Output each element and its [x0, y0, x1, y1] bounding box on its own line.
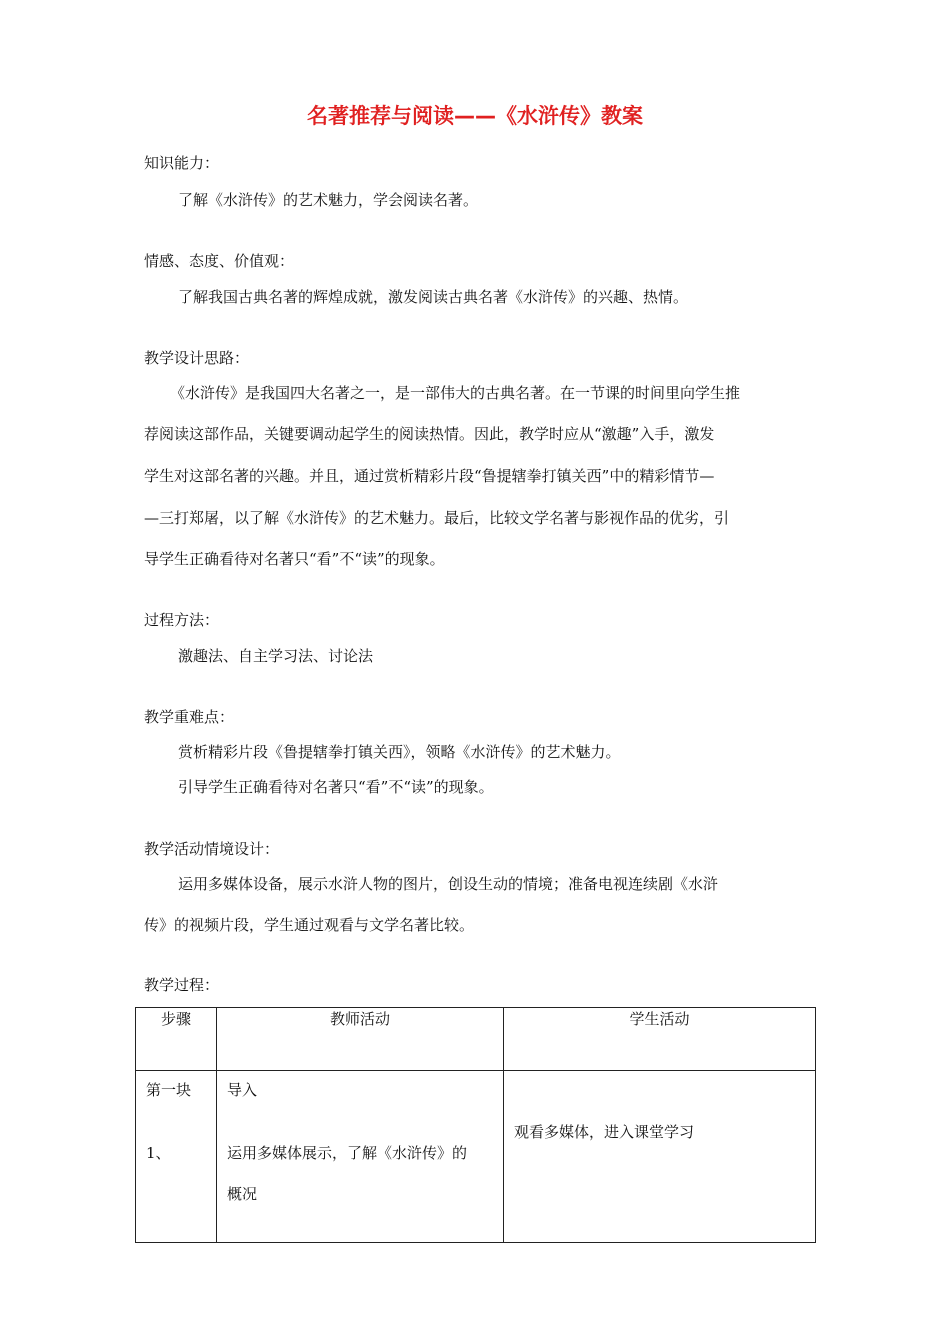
table-row [136, 1071, 816, 1243]
emotion-heading: 情感、态度、价值观： [144, 252, 295, 270]
design-line-2: 荐阅读这部作品，关键要调动起学生的阅读热情。因此，教学时应从“激趣”入手，激发 [144, 425, 715, 443]
teacher-activity-title: 导入 [227, 1081, 258, 1099]
design-line-5: 导学生正确看待对名著只“看”不“读”的现象。 [144, 550, 445, 568]
step-number: 1、 [146, 1144, 171, 1162]
keypoints-heading: 教学重难点： [144, 708, 235, 726]
emotion-text: 了解我国古典名著的辉煌成就，激发阅读古典名著《水浒传》的兴趣、热情。 [178, 288, 689, 306]
scenario-line-2: 传》的视频片段，学生通过观看与文学名著比较。 [144, 916, 475, 934]
method-text: 激趣法、自主学习法、讨论法 [178, 647, 374, 665]
header-teacher: 教师活动 [217, 1008, 504, 1071]
design-line-3: 学生对这部名著的兴趣。并且，通过赏析精彩片段“鲁提辖拳打镇关西”中的精彩情节— [144, 467, 715, 485]
teacher-activity-line: 概况 [227, 1185, 258, 1203]
method-heading: 过程方法： [144, 611, 220, 629]
document-title: 名著推荐与阅读——《水浒传》教案 [307, 104, 643, 128]
knowledge-heading: 知识能力： [144, 154, 220, 172]
header-step: 步骤 [136, 1008, 217, 1071]
scenario-line-1: 运用多媒体设备，展示水浒人物的图片，创设生动的情境；准备电视连续剧《水浒 [178, 875, 719, 893]
step-block-label: 第一块 [146, 1081, 192, 1099]
design-line-1: 《水浒传》是我国四大名著之一，是一部伟大的古典名著。在一节课的时间里向学生推 [170, 384, 741, 402]
teacher-activity-line: 运用多媒体展示，了解《水浒传》的 [227, 1144, 468, 1162]
header-student: 学生活动 [504, 1008, 816, 1071]
process-heading: 教学过程： [144, 976, 220, 994]
student-activity: 观看多媒体，进入课堂学习 [514, 1123, 695, 1141]
scenario-heading: 教学活动情境设计： [144, 840, 280, 858]
teacher-cell [217, 1071, 504, 1243]
step-cell [136, 1071, 217, 1243]
design-line-4: —三打郑屠，以了解《水浒传》的艺术魅力。最后，比较文学名著与影视作品的优劣，引 [144, 509, 730, 527]
knowledge-text: 了解《水浒传》的艺术魅力，学会阅读名著。 [178, 191, 479, 209]
table-header-row [136, 1008, 816, 1071]
keypoint-item: 引导学生正确看待对名著只“看”不“读”的现象。 [178, 778, 494, 796]
process-table [135, 1007, 816, 1243]
student-cell [504, 1071, 816, 1243]
design-heading: 教学设计思路： [144, 349, 250, 367]
keypoint-item: 赏析精彩片段《鲁提辖拳打镇关西》，领略《水浒传》的艺术魅力。 [178, 743, 621, 761]
